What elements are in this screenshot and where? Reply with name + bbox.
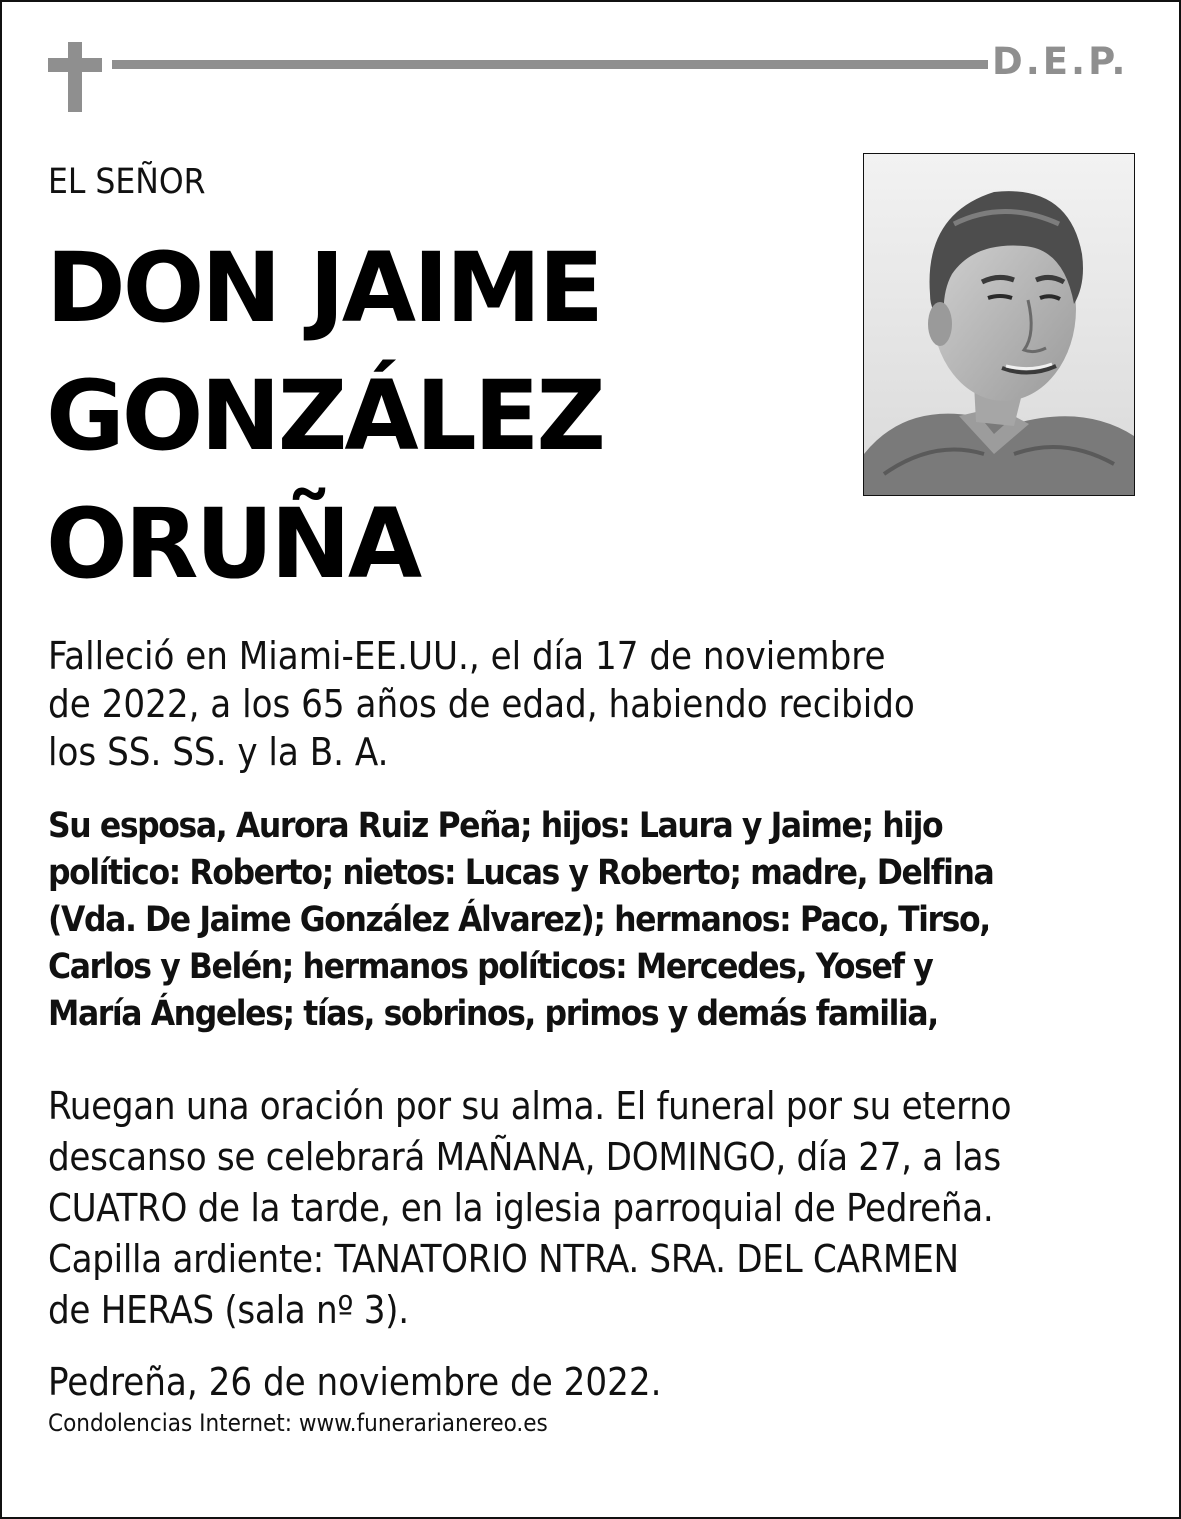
family-list <box>48 803 1148 1038</box>
cross-icon <box>48 42 102 112</box>
name-line: DON JAIME <box>46 232 601 344</box>
family-line: Carlos y Belén; hermanos políticos: Mercedes, Yosef y <box>48 947 933 987</box>
death-line: Falleció en Miami-EE.UU., el día 17 de noviembre <box>48 634 886 678</box>
funeral-line: de HERAS (sala nº 3). <box>48 1288 409 1332</box>
family-line: María Ángeles; tías, sobrinos, primos y demás familia, <box>48 994 938 1034</box>
funeral-details <box>48 1081 1148 1336</box>
funeral-line: Capilla ardiente: TANATORIO NTRA. SRA. DEL CARMEN <box>48 1237 959 1281</box>
portrait-illustration <box>864 154 1134 495</box>
name-line: ORUÑA <box>46 488 420 600</box>
honorific: EL SEÑOR <box>48 162 206 202</box>
name-line: GONZÁLEZ <box>46 360 604 472</box>
header-rule <box>112 60 988 69</box>
family-line: Su esposa, Aurora Ruiz Peña; hijos: Laura y Jaime; hijo <box>48 806 943 846</box>
place-date: Pedreña, 26 de noviembre de 2022. <box>48 1360 662 1404</box>
death-line: de 2022, a los 65 años de edad, habiendo recibido <box>48 682 915 726</box>
deceased-name <box>46 224 826 608</box>
death-notice <box>48 632 1148 776</box>
family-line: (Vda. De Jaime González Álvarez); hermanos: Paco, Tirso, <box>48 900 990 940</box>
funeral-line: Ruegan una oración por su alma. El funeral por su eterno <box>48 1084 1012 1128</box>
death-line: los SS. SS. y la B. A. <box>48 730 389 774</box>
funeral-line: CUATRO de la tarde, en la iglesia parroquial de Pedreña. <box>48 1186 994 1230</box>
portrait-photo <box>863 153 1135 496</box>
dep-label: D.E.P. <box>992 40 1129 83</box>
funeral-line: descanso se celebrará MAÑANA, DOMINGO, día 27, a las <box>48 1135 1001 1179</box>
family-line: político: Roberto; nietos: Lucas y Roberto; madre, Delfina <box>48 853 994 893</box>
condolences-link[interactable]: Condolencias Internet: www.funerarianereo.es <box>48 1409 548 1437</box>
